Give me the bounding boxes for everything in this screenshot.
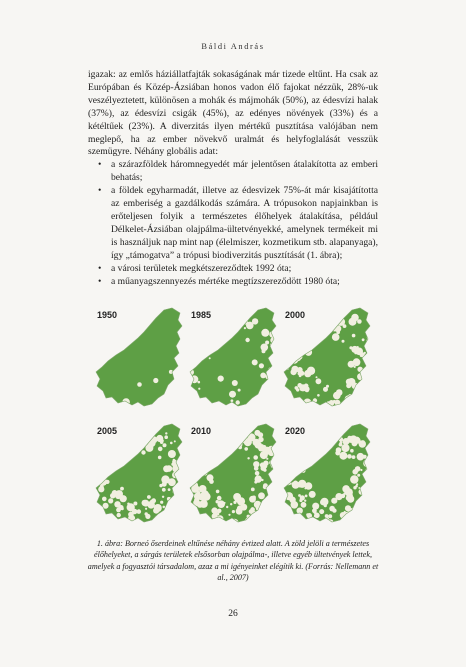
map-panel <box>282 306 374 411</box>
map-panel <box>188 422 280 527</box>
borneo-map <box>188 422 280 527</box>
bullet-item: • a műanyagszennyezés mértéke megtízszereződött 1980 óta; <box>88 276 378 289</box>
bullet-list <box>88 159 378 288</box>
bullet-item: • a városi területek megkétszereződtek 1992 óta; <box>88 263 378 276</box>
bullet-item: • a földek egyharmadát, illetve az édesvizek 75%-át már kisajátította az emberiség a gazdálkodás számára. A trópusokon napjainkban is erőteljesen folyik a természetes élőhelyek átalakítása, például Délkelet-Ázsiában olajpálma-ültetvényekké, amelynek termékeit mi is használjuk nap mint nap (élelmiszer, kozmetikum stb. alapanyaga), így „támogatva” a trópusi biodiverzitás pusztítását (1. ábra); <box>88 185 378 262</box>
forest-area <box>96 424 182 522</box>
borneo-map <box>282 422 374 527</box>
page-number: 26 <box>228 609 238 619</box>
bullet-item: • a szárazföldek háromnegyedét már jelentősen átalakította az emberi behatás; <box>88 159 378 185</box>
map-year-label: 2020 <box>285 426 306 436</box>
figure-caption: 1. ábra: Borneó őserdeinek eltűnése néhány évtized alatt. A zöld jelöli a természetes élőhelyeket, a sárgás területek elsősorban olajpálma-, illetve egyéb ültetvények lettek, amelyek a fogyasztói társadalom, azaz a mi igényeinket elégítik ki. (Forrás: Nellemann et al., 2007) <box>87 539 379 583</box>
borneo-map <box>94 306 186 411</box>
map-year-label: 2000 <box>285 310 306 320</box>
body-paragraph: igazak: az emlős háziállatfajták sokaságának már tizede eltűnt. Ha csak az Európában és Közép-Ázsiában honos vadon élő fajokat nézzük, 28%-uk veszélyeztetett, különösen a mohák és májmohák (50%), az édesvízi halak (37%), az édesvízi csigák (45%), az edényes növények (33%) és a kétéltűek (23%). A diverzitás ilyen mértékű pusztítása valójában nem meglepő, ha az ember növekvő uralmát és helyfoglalását vesszük szemügyre. Néhány globális adat: <box>88 69 378 158</box>
running-head: Báldi András <box>201 42 265 51</box>
map-year-label: 1985 <box>191 310 212 320</box>
map-year-label: 1950 <box>97 310 118 320</box>
forest-area <box>96 308 182 406</box>
body-text <box>88 69 378 288</box>
map-panel <box>188 306 280 411</box>
borneo-map <box>188 306 280 411</box>
map-panel <box>282 422 374 527</box>
map-panel <box>94 422 186 527</box>
borneo-map <box>94 422 186 527</box>
borneo-map-figure <box>94 306 374 528</box>
map-panel <box>94 306 186 411</box>
map-year-label: 2010 <box>191 426 212 436</box>
map-year-label: 2005 <box>97 426 118 436</box>
borneo-map <box>282 306 374 411</box>
